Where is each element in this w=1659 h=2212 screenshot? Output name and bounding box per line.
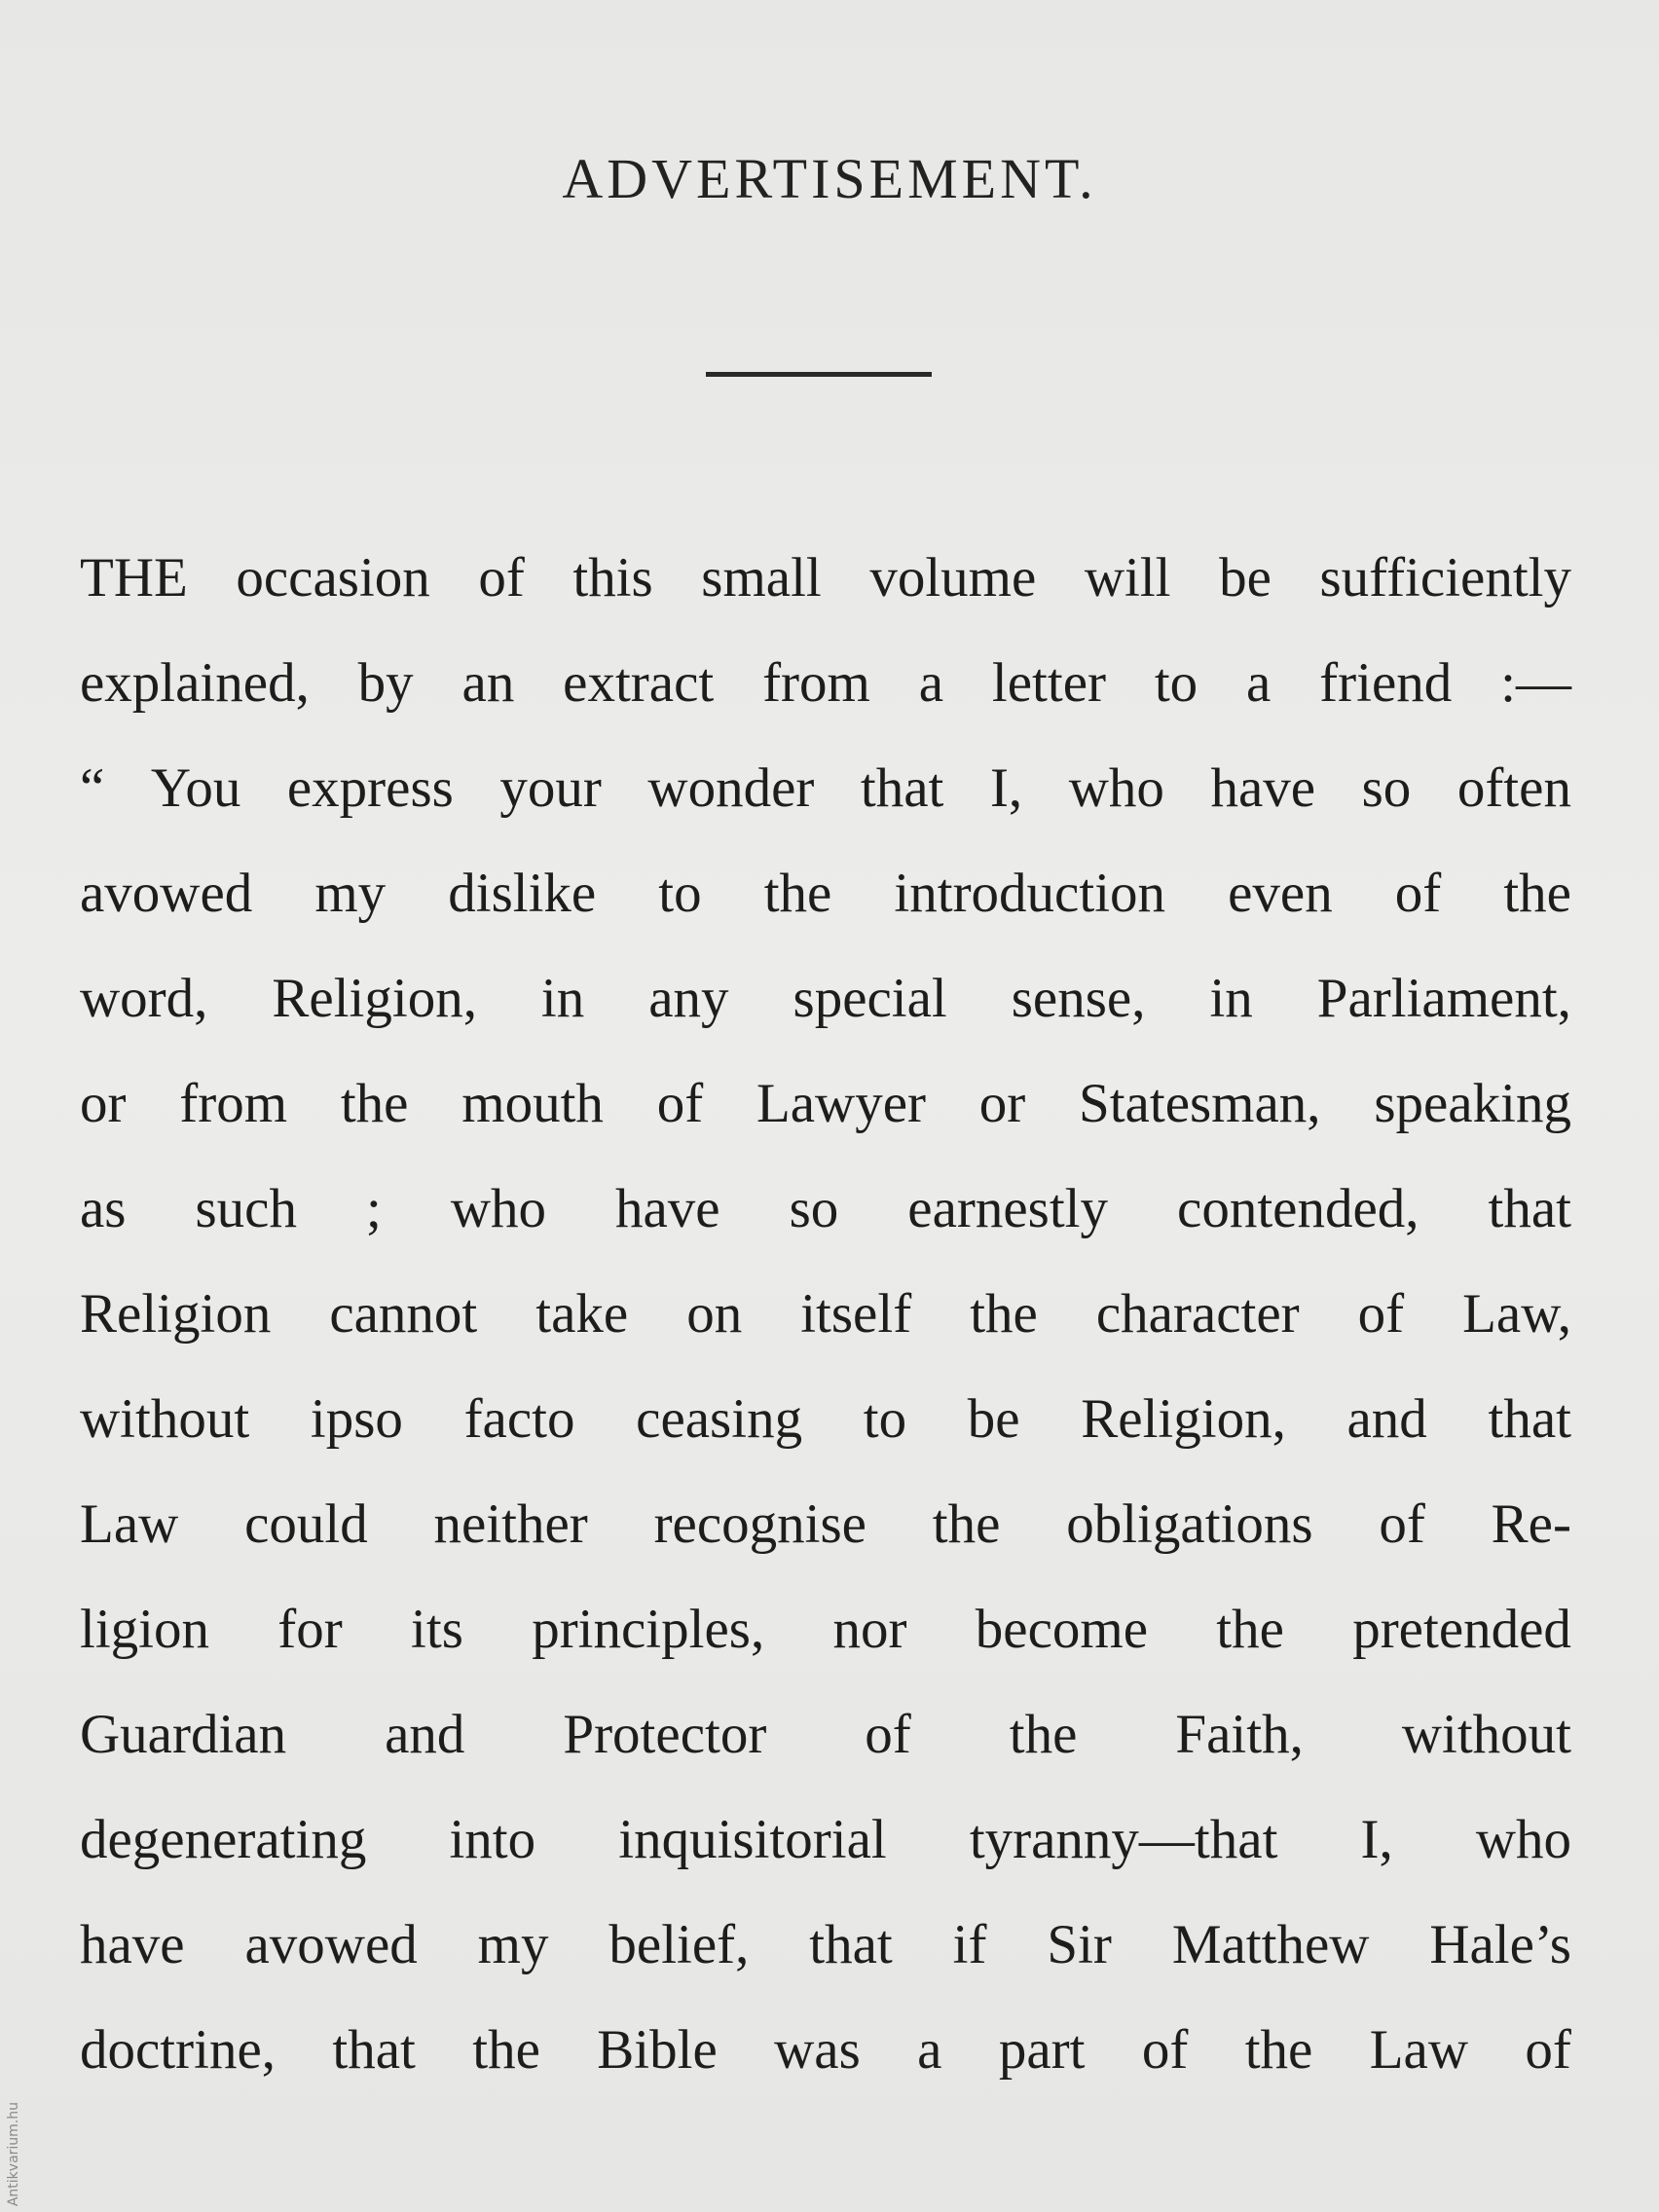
word: “ xyxy=(80,757,105,819)
heading-rule xyxy=(706,372,932,377)
word: so xyxy=(1361,757,1412,819)
word: friend xyxy=(1319,652,1453,714)
word: introduction xyxy=(894,863,1166,924)
word: without xyxy=(1401,1704,1571,1765)
word: become xyxy=(975,1599,1148,1660)
word: avowed xyxy=(244,1914,418,1975)
word: special xyxy=(793,968,947,1029)
text-line xyxy=(80,1262,1571,1367)
word: a xyxy=(918,652,944,714)
word: who xyxy=(1068,757,1164,819)
text-line xyxy=(80,1367,1571,1472)
word: who xyxy=(450,1178,546,1239)
word: Sir xyxy=(1047,1914,1112,1975)
word: into xyxy=(449,1809,536,1870)
word: Religion xyxy=(80,1283,272,1345)
word: speaking xyxy=(1374,1073,1571,1134)
word: to xyxy=(863,1388,907,1450)
word: dislike xyxy=(448,863,597,924)
word: my xyxy=(477,1914,549,1975)
word: its xyxy=(411,1599,463,1660)
word: from xyxy=(179,1073,288,1134)
word: ipso xyxy=(310,1388,403,1450)
word: Bible xyxy=(597,2019,718,2081)
word: Law xyxy=(80,1493,179,1555)
word: recognise xyxy=(653,1493,866,1555)
word: of xyxy=(865,1704,911,1765)
word: avowed xyxy=(80,863,253,924)
text-line xyxy=(80,1157,1571,1262)
word: volume xyxy=(869,547,1037,608)
word: occasion xyxy=(236,547,430,608)
word: of xyxy=(1525,2019,1571,2081)
word: I, xyxy=(989,757,1023,819)
word: wonder xyxy=(647,757,815,819)
word: letter xyxy=(991,652,1106,714)
text-line xyxy=(80,1682,1571,1788)
word: small xyxy=(701,547,822,608)
word: I, xyxy=(1360,1809,1393,1870)
text-line xyxy=(80,736,1571,841)
word: of xyxy=(1141,2019,1189,2081)
word: have xyxy=(614,1178,720,1239)
word: for xyxy=(277,1599,343,1660)
word: Protector xyxy=(563,1704,767,1765)
word: the xyxy=(340,1073,409,1134)
word: have xyxy=(80,1914,185,1975)
word: tyranny—that xyxy=(969,1809,1278,1870)
word: to xyxy=(1154,652,1198,714)
word: Parliament, xyxy=(1316,968,1571,1029)
word: Law xyxy=(1369,2019,1469,2081)
text-line xyxy=(80,1577,1571,1682)
word: Hale’s xyxy=(1429,1914,1571,1975)
word: the xyxy=(1503,863,1571,924)
text-line xyxy=(80,1051,1571,1157)
word: the xyxy=(970,1283,1038,1345)
word: of xyxy=(1394,863,1442,924)
word: Statesman, xyxy=(1079,1073,1321,1134)
word: sense, xyxy=(1011,968,1146,1029)
word: obligations xyxy=(1066,1493,1313,1555)
word: have xyxy=(1210,757,1316,819)
word: and xyxy=(385,1704,465,1765)
word: extract xyxy=(563,652,715,714)
text-line xyxy=(80,1472,1571,1577)
word: :— xyxy=(1500,652,1571,714)
word: so xyxy=(789,1178,839,1239)
word: any xyxy=(648,968,729,1029)
word: that xyxy=(332,2019,416,2081)
word: doctrine, xyxy=(80,2019,276,2081)
word: an xyxy=(461,652,515,714)
word: be xyxy=(967,1388,1020,1450)
word: degenerating xyxy=(80,1809,367,1870)
word: Law, xyxy=(1462,1283,1571,1345)
word: and xyxy=(1346,1388,1427,1450)
text-line xyxy=(80,526,1571,631)
word: a xyxy=(917,2019,942,2081)
word: that xyxy=(1488,1388,1571,1450)
word: neither xyxy=(433,1493,588,1555)
word: will xyxy=(1084,547,1171,608)
word: my xyxy=(314,863,387,924)
word: was xyxy=(774,2019,861,2081)
word: as xyxy=(80,1178,127,1239)
word: character xyxy=(1095,1283,1300,1345)
word: take xyxy=(535,1283,629,1345)
word: by xyxy=(357,652,414,714)
text-line xyxy=(80,946,1571,1051)
word: earnestly xyxy=(907,1178,1109,1239)
word: cannot xyxy=(329,1283,478,1345)
word: that xyxy=(809,1914,893,1975)
word: Religion, xyxy=(1081,1388,1286,1450)
word: Religion, xyxy=(272,968,477,1029)
word: who xyxy=(1475,1809,1571,1870)
word: Faith, xyxy=(1175,1704,1304,1765)
word: word, xyxy=(80,968,208,1029)
text-line xyxy=(80,631,1571,736)
word: the xyxy=(472,2019,540,2081)
word: in xyxy=(540,968,585,1029)
word: express xyxy=(286,757,454,819)
word: of xyxy=(656,1073,704,1134)
word: be xyxy=(1219,547,1272,608)
word: ligion xyxy=(80,1599,210,1660)
word: on xyxy=(686,1283,743,1345)
word: that xyxy=(860,757,944,819)
word: Re- xyxy=(1491,1493,1571,1555)
word: THE xyxy=(80,547,188,608)
word: contended, xyxy=(1177,1178,1419,1239)
word: inquisitorial xyxy=(618,1809,887,1870)
word: without xyxy=(80,1388,250,1450)
text-line xyxy=(80,841,1571,946)
word: often xyxy=(1456,757,1571,819)
word: from xyxy=(762,652,870,714)
word: of xyxy=(478,547,525,608)
watermark: Antikvarium.hu xyxy=(6,2101,21,2206)
word: ceasing xyxy=(636,1388,803,1450)
word: your xyxy=(499,757,602,819)
word: principles, xyxy=(532,1599,765,1660)
word: facto xyxy=(463,1388,575,1450)
word: Lawyer xyxy=(756,1073,926,1134)
word: a xyxy=(1246,652,1272,714)
page-heading: ADVERTISEMENT. xyxy=(562,147,1097,210)
word: this xyxy=(572,547,653,608)
text-line xyxy=(80,1998,1571,2103)
word: sufficiently xyxy=(1319,547,1571,608)
word: mouth xyxy=(461,1073,604,1134)
text-line xyxy=(80,1893,1571,1998)
word: the xyxy=(1216,1599,1284,1660)
word: ; xyxy=(365,1178,382,1239)
word: if xyxy=(952,1914,987,1975)
word: could xyxy=(244,1493,368,1555)
word: the xyxy=(763,863,832,924)
word: of xyxy=(1357,1283,1405,1345)
word: part xyxy=(998,2019,1086,2081)
word: even xyxy=(1228,863,1333,924)
word: the xyxy=(1009,1704,1078,1765)
word: belief, xyxy=(608,1914,750,1975)
word: the xyxy=(932,1493,1001,1555)
word: such xyxy=(195,1178,297,1239)
text-line xyxy=(80,1788,1571,1893)
word: to xyxy=(658,863,702,924)
word: You xyxy=(150,757,241,819)
body-text xyxy=(80,526,1571,2103)
word: itself xyxy=(800,1283,912,1345)
word: pretended xyxy=(1352,1599,1571,1660)
word: that xyxy=(1488,1178,1571,1239)
word: Guardian xyxy=(80,1704,287,1765)
word: nor xyxy=(832,1599,907,1660)
word: of xyxy=(1379,1493,1425,1555)
word: in xyxy=(1209,968,1253,1029)
word: or xyxy=(80,1073,127,1134)
word: or xyxy=(978,1073,1026,1134)
word: Matthew xyxy=(1171,1914,1370,1975)
word: the xyxy=(1244,2019,1313,2081)
word: explained, xyxy=(80,652,310,714)
